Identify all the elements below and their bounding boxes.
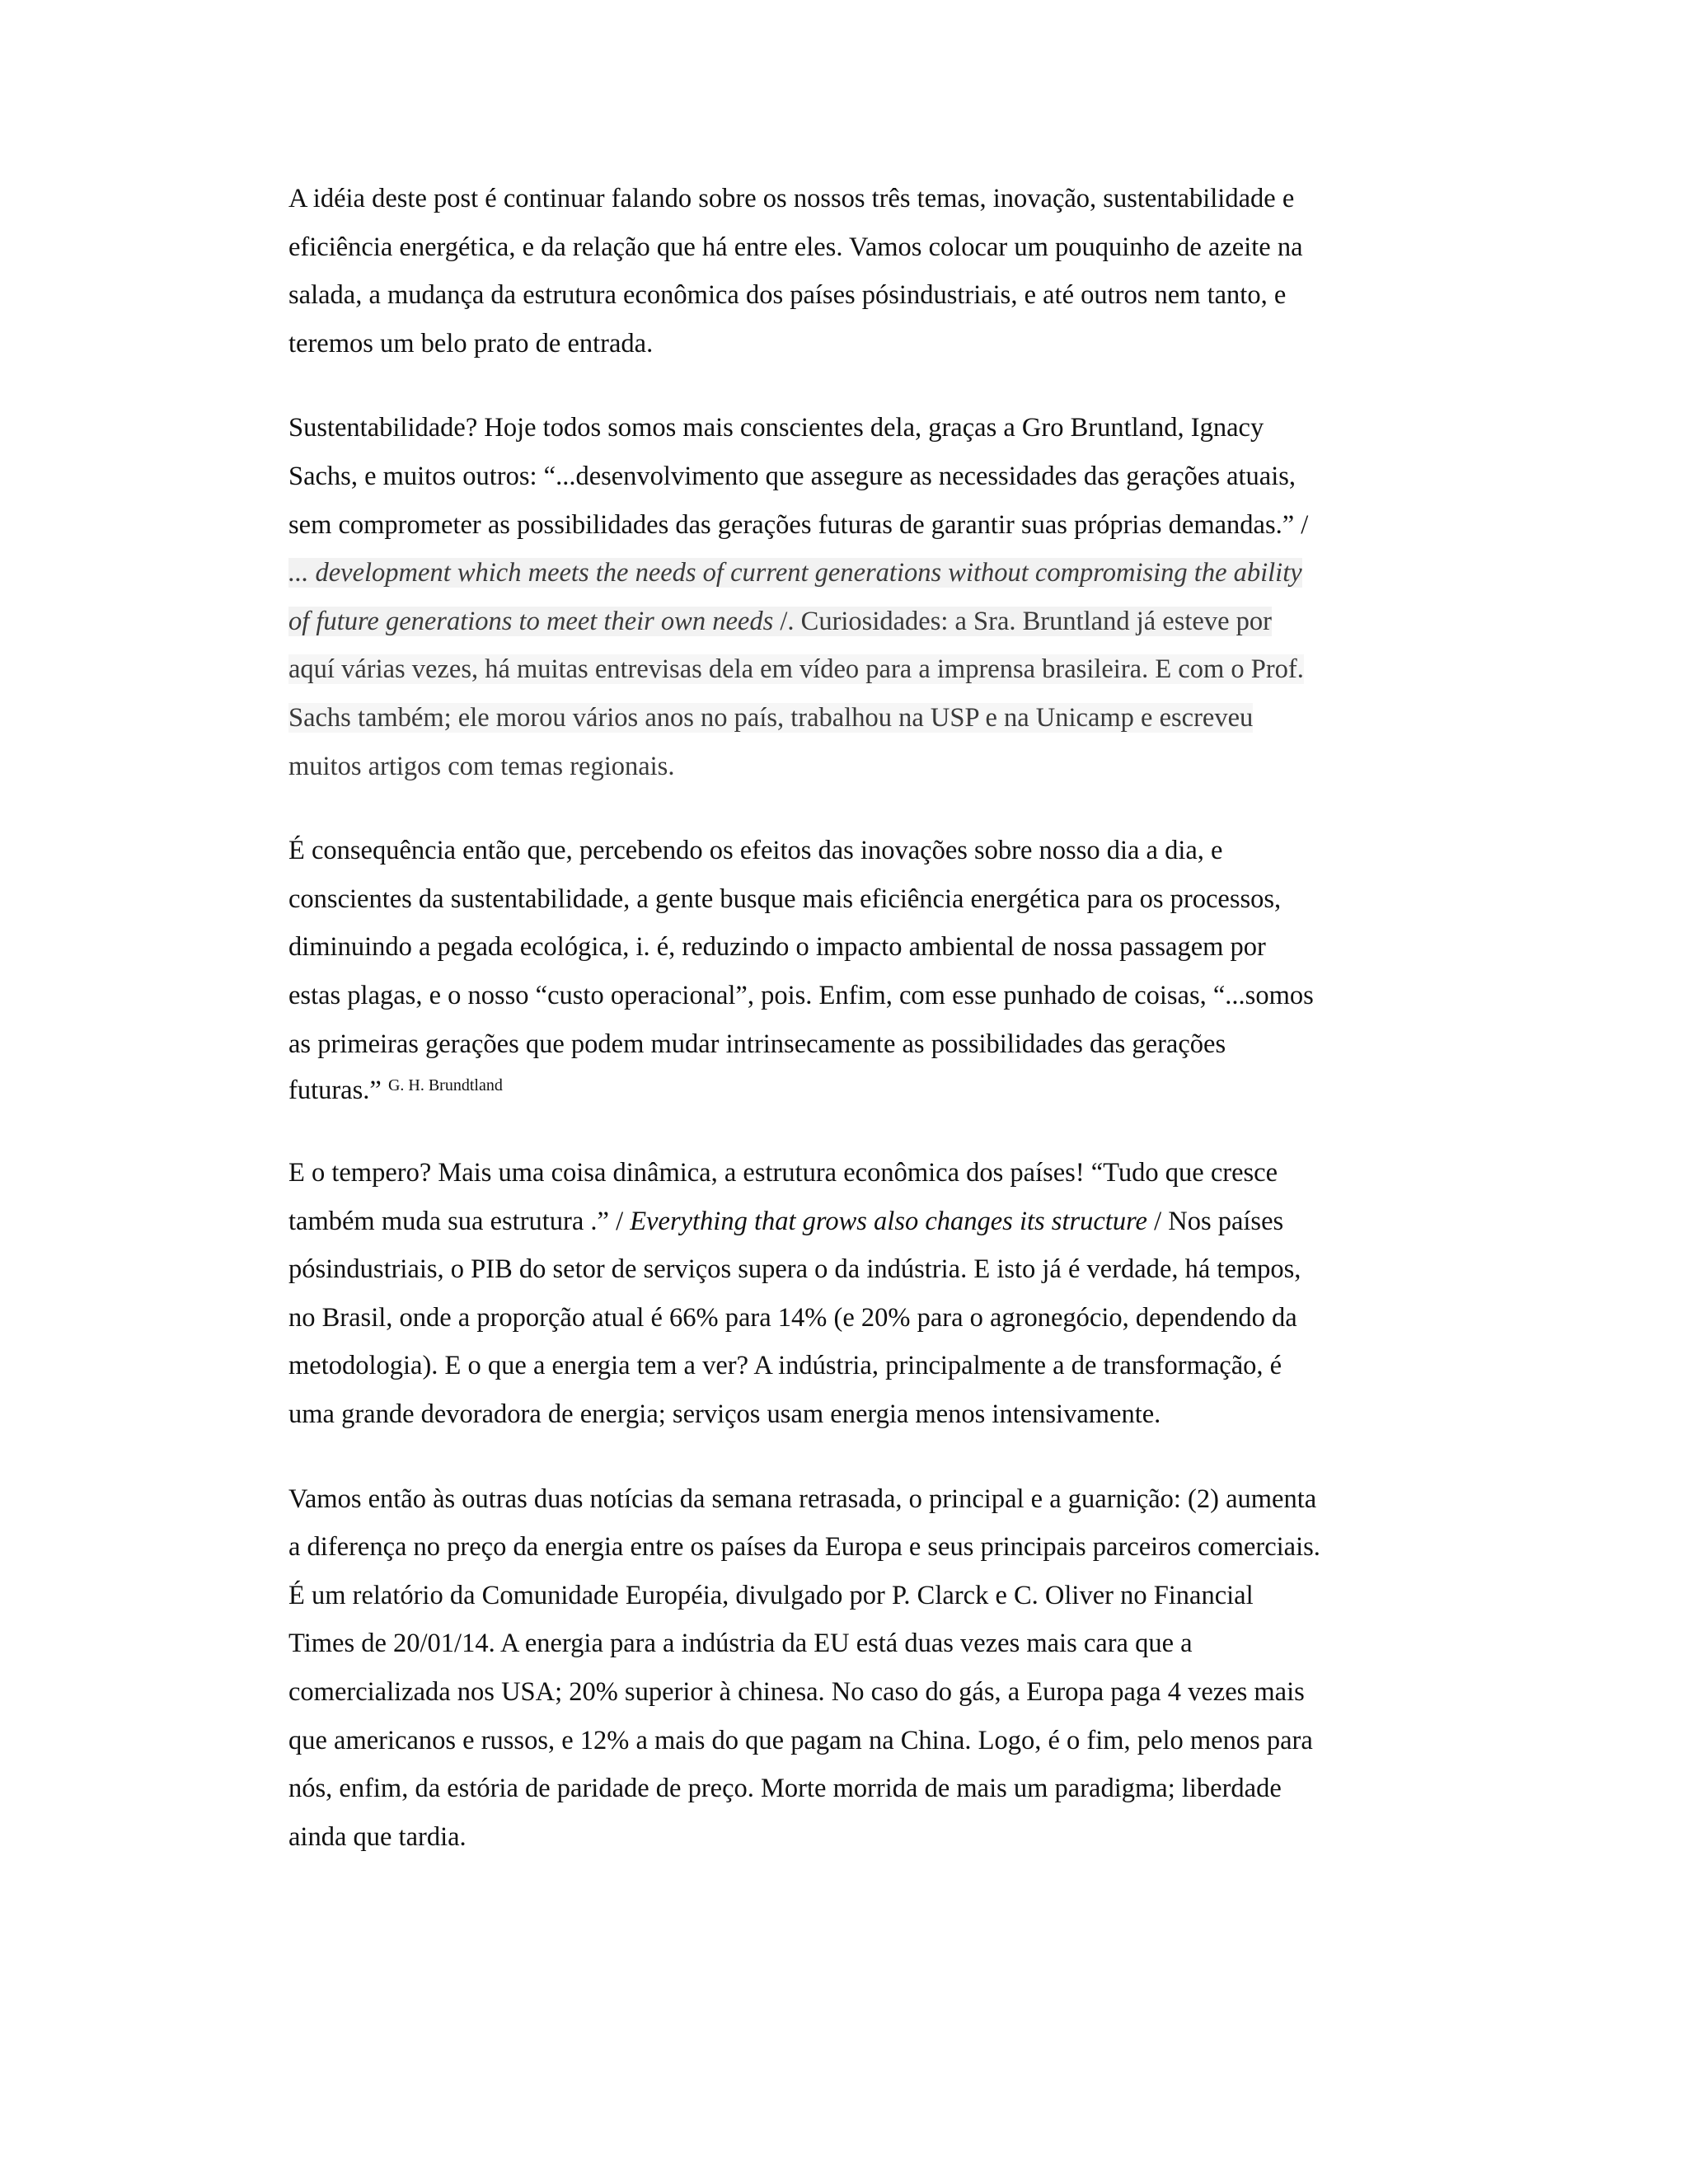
- english-quote-italic: Everything that grows also changes its structure: [630, 1206, 1147, 1236]
- text-line: aquí várias vezes, há muitas entrevisas dela em vídeo para a imprensa brasileira. E com o Prof.: [288, 654, 1304, 685]
- text-line: as primeiras gerações que podem mudar intrinsecamente as possibilidades das gerações: [288, 1029, 1226, 1059]
- text-line: Sachs também; ele morou vários anos no país, trabalhou na USP e na Unicamp e escreveu: [288, 702, 1254, 733]
- text-line: estas plagas, e o nosso “custo operacional”, pois. Enfim, com esse punhado de coisas, “...somos: [288, 980, 1314, 1010]
- english-quote-text: ... development which meets the needs of current generations without compromising the ability: [288, 558, 1302, 588]
- text-line: comercializada nos USA; 20% superior à chinesa. No caso do gás, a Europa paga 4 vezes mais: [288, 1677, 1305, 1708]
- paragraph-consequence: [288, 827, 1409, 1113]
- text-line: pósindustriais, o PIB do setor de serviços supera o da indústria. E isto já é verdade, há tempos,: [288, 1254, 1301, 1285]
- text-line: diminuindo a pegada ecológica, i. é, reduzindo o impacto ambiental de nossa passagem por: [288, 932, 1266, 963]
- text-line: teremos um belo prato de entrada.: [288, 328, 654, 359]
- attribution-superscript: G. H. Brundtland: [387, 1076, 503, 1095]
- text-line: nós, enfim, da estória de paridade de preço. Morte morrida de mais um paradigma; liberdade: [288, 1774, 1282, 1804]
- text-line: que americanos e russos, e 12% a mais do que pagam na China. Logo, é o fim, pelo menos para: [288, 1725, 1313, 1755]
- paragraph-seasoning: [288, 1149, 1409, 1439]
- paragraph-news: [288, 1475, 1409, 1862]
- text-line: conscientes da sustentabilidade, a gente busque mais eficiência energética para os processos,: [288, 883, 1282, 914]
- text-line-with-attribution: futuras.” $^{G. H. Brundtland}$: [288, 1076, 503, 1106]
- english-quote-italic: of future generations to meet their own needs: [288, 606, 774, 636]
- text-line: E o tempero? Mais uma coisa dinâmica, a estrutura econômica dos países! “Tudo que cresce: [288, 1158, 1278, 1188]
- text-line: muitos artigos com temas regionais.: [288, 751, 675, 781]
- paragraph-sustainability: [288, 404, 1409, 790]
- text-line: eficiência energética, e da relação que há entre eles. Vamos colocar um pouquinho de azeite na: [288, 232, 1303, 262]
- text-line: sem comprometer as possibilidades das gerações futuras de garantir suas próprias demandas.” /: [288, 509, 1309, 540]
- quote-line-english-end: [288, 598, 1409, 646]
- text-line: metodologia). E o que a energia tem a ver? A indústria, principalmente a de transformação, é: [288, 1351, 1282, 1381]
- quote-line-english: [288, 549, 1409, 598]
- text-line: ainda que tardia.: [288, 1821, 467, 1852]
- curiosities-text: /. Curiosidades: a Sra. Bruntland já esteve por: [773, 606, 1272, 636]
- text-line: Times de 20/01/14. A energia para a indústria da EU está duas vezes mais cara que a: [288, 1629, 1193, 1659]
- text-line: no Brasil, onde a proporção atual é 66% para 14% (e 20% para o agronegócio, dependendo da: [288, 1302, 1297, 1333]
- text-line: Sachs, e muitos outros: “...desenvolvimento que assegure as necessidades das gerações atuais,: [288, 461, 1296, 491]
- text-line: Sustentabilidade? Hoje todos somos mais conscientes dela, graças a Gro Bruntland, Ignacy: [288, 413, 1264, 443]
- document-body: [288, 175, 1409, 1897]
- text-line: a diferença no preço da energia entre os países da Europa e seus principais parceiros comerciais.: [288, 1532, 1320, 1563]
- text-line: A idéia deste post é continuar falando sobre os nossos três temas, inovação, sustentabilidade e: [288, 184, 1295, 213]
- text-line: É consequência então que, percebendo os efeitos das inovações sobre nosso dia a dia, e: [288, 836, 1223, 866]
- text-line: uma grande devoradora de energia; serviços usam energia menos intensivamente.: [288, 1399, 1161, 1430]
- text-line: Vamos então às outras duas notícias da semana retrasada, o principal e a guarnição: (2) aumenta: [288, 1483, 1317, 1514]
- text-line: também muda sua estrutura .” / Everything that grows also changes its structure / Nos países: [288, 1206, 1284, 1236]
- text-line: salada, a mudança da estrutura econômica dos países pósindustriais, e até outros nem tanto, e: [288, 280, 1287, 311]
- paragraph-intro: [288, 175, 1409, 368]
- text-line: É um relatório da Comunidade Européia, divulgado por P. Clarck e C. Oliver no Financial: [288, 1580, 1254, 1610]
